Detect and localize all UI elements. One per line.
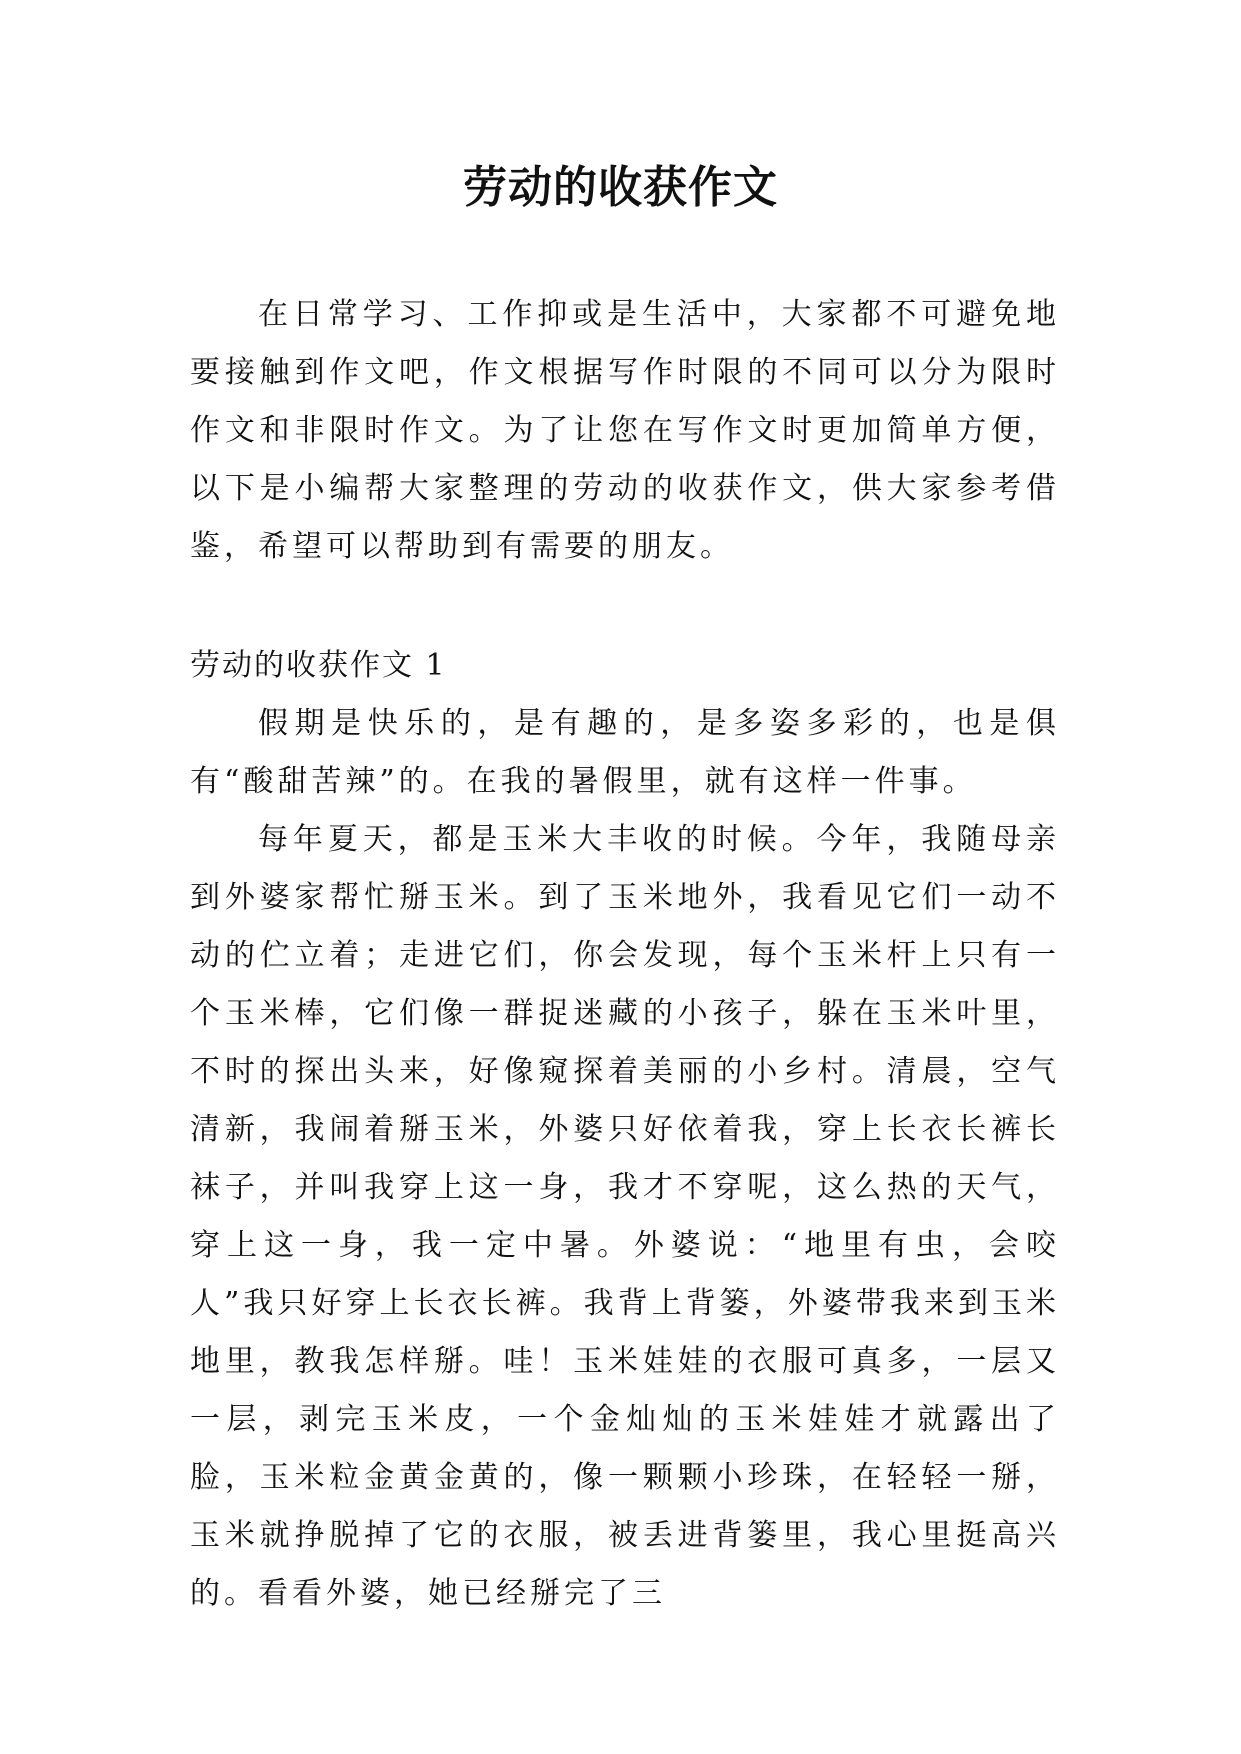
document-title: 劳动的收获作文 (463, 162, 778, 213)
section-heading: 劳动的收获作文 1 (190, 648, 447, 683)
body-paragraph: 每年夏天，都是玉米大丰收的时候。今年，我随母亲到外婆家帮忙掰玉米。到了玉米地外，我看见它们一动不动的伫立着；走进它们，你会发现，每个玉米杆上只有一个玉米棒，它们像一群捉迷藏的小孩子，躲在玉米叶里，不时的探出头来，好像窥探着美丽的小乡村。清晨，空气清新，我闹着掰玉米，外婆只好依着我，穿上长衣长裤长袜子，并叫我穿上这一身，我才不穿呢，这么热的天气，穿上这一身，我一定中暑。外婆说：“地里有虫，会咬人”我只好穿上长衣长裤。我背上背篓，外婆带我来到玉米地里，教我怎样掰。哇！玉米娃娃的衣服可真多，一层又一层，剥完玉米皮，一个金灿灿的玉米娃娃才就露出了脸，玉米粒金黄金黄的，像一颗颗小珍珠，在轻轻一掰，玉米就挣脱掉了它的衣服，被丢进背篓里，我心里挺高兴的。看看外婆，她已经掰完了三 (190, 822, 1060, 1611)
body-paragraph: 假期是快乐的，是有趣的，是多姿多彩的，也是俱有“酸甜苦辣”的。在我的暑假里，就有这样一件事。 (190, 706, 1060, 799)
intro-paragraph: 在日常学习、工作抑或是生活中，大家都不可避免地要接触到作文吧，作文根据写作时限的不同可以分为限时作文和非限时作文。为了让您在写作文时更加简单方便，以下是小编帮大家整理的劳动的收获作文，供大家参考借鉴，希望可以帮助到有需要的朋友。 (190, 297, 1060, 564)
